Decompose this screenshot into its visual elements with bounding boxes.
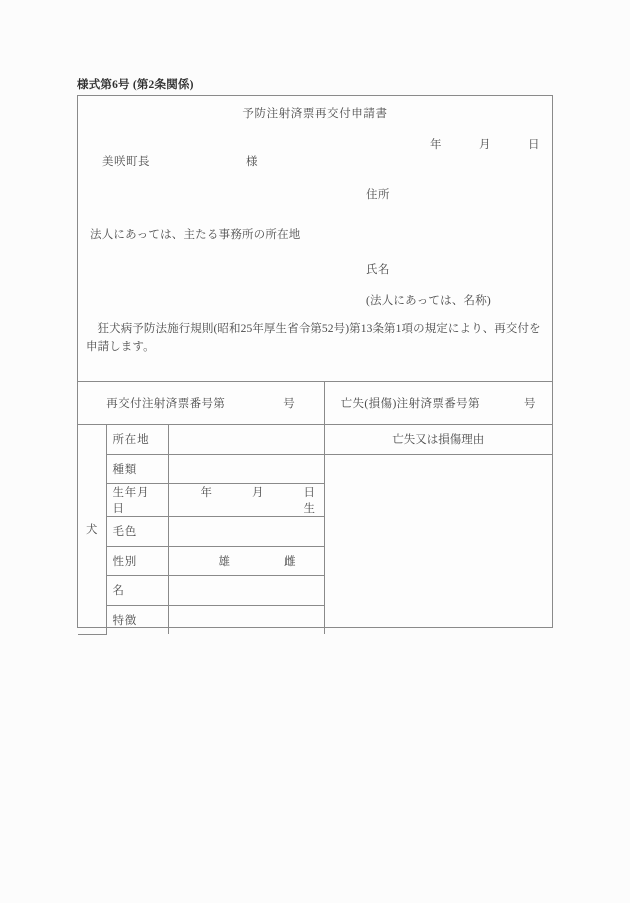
reissue-number-unit: 号 <box>283 398 296 410</box>
addressee-honorific: 様 <box>246 156 258 168</box>
form-table-section <box>78 381 552 627</box>
date-year-marker: 年 <box>430 139 442 151</box>
reason-header: 亡失又は損傷理由 <box>324 425 552 455</box>
reissue-number-label: 再交付注射済票番号第 <box>106 398 226 410</box>
document-title: 予防注射済票再交付申請書 <box>242 108 388 120</box>
date-day-marker: 日 <box>528 139 540 151</box>
date-month-marker: 月 <box>479 139 491 151</box>
birth-day-marker: 日生 <box>303 487 315 515</box>
sex-option-female[interactable]: 雌 <box>284 555 296 568</box>
row-value-dog-name[interactable] <box>168 576 324 606</box>
applicant-address-label: 住所 <box>366 189 390 201</box>
lost-number-cell[interactable] <box>324 382 552 425</box>
legal-basis-statement: 狂犬病予防法施行規則(昭和25年厚生省令第52号)第13条第1項の規定により、再交付を申請します。 <box>86 323 541 353</box>
form-number-heading: 様式第6号 (第2条関係) <box>77 79 194 91</box>
row-label-location: 所在地 <box>106 425 168 455</box>
row-label-sex: 性別 <box>106 546 168 576</box>
row-value-birthdate[interactable] <box>168 484 324 517</box>
animal-type-label: 犬 <box>78 425 106 635</box>
row-value-location[interactable] <box>168 425 324 455</box>
dog-details-table <box>78 382 552 635</box>
application-form-box <box>77 95 553 628</box>
row-label-dog-name: 名 <box>106 576 168 606</box>
reason-entry-area[interactable] <box>324 454 552 634</box>
row-label-breed: 種類 <box>106 454 168 484</box>
corporate-address-note: 法人にあっては、主たる事務所の所在地 <box>90 229 301 241</box>
row-label-features: 特徴 <box>106 605 168 634</box>
birth-month-marker: 月 <box>252 487 264 499</box>
applicant-name-label: 氏名 <box>366 264 390 276</box>
date-entry-line <box>430 136 540 152</box>
lost-number-unit: 号 <box>523 398 536 410</box>
table-row <box>78 454 552 484</box>
row-value-features[interactable] <box>168 605 324 634</box>
row-label-birthdate: 生年月日 <box>106 484 168 517</box>
form-upper-section <box>78 96 552 381</box>
birth-year-marker: 年 <box>200 487 212 499</box>
lost-number-label: 亡失(損傷)注射済票番号第 <box>340 398 480 410</box>
reissue-number-cell[interactable] <box>78 382 324 425</box>
table-row-certificate-numbers <box>78 382 552 425</box>
row-value-sex[interactable] <box>168 546 324 576</box>
addressee-name: 美咲町長 <box>102 156 150 168</box>
table-row <box>78 425 552 455</box>
row-value-coat-color[interactable] <box>168 517 324 547</box>
sex-option-male[interactable]: 雄 <box>218 555 230 568</box>
corporate-name-note: (法人にあっては、名称) <box>366 295 491 307</box>
row-label-coat-color: 毛色 <box>106 517 168 547</box>
row-value-breed[interactable] <box>168 454 324 484</box>
